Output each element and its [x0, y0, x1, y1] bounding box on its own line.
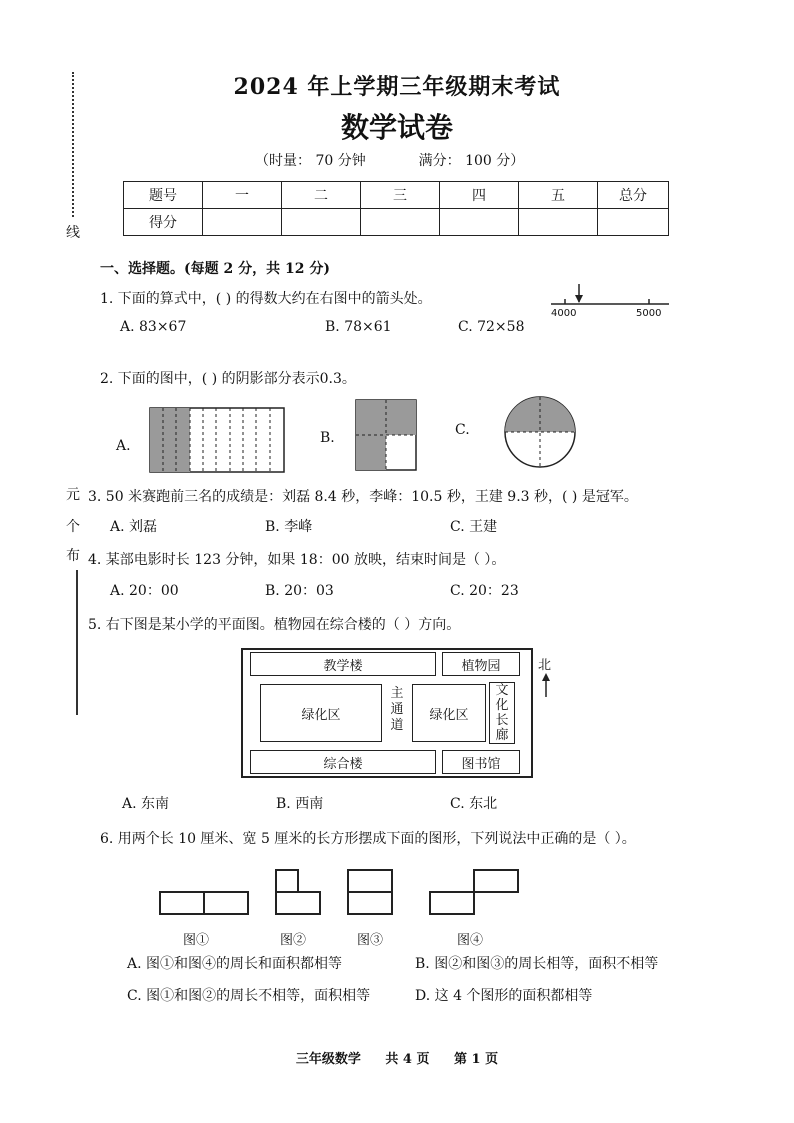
q3-option-b[interactable]: B. 李峰 — [265, 519, 313, 535]
score-cell: 得分 — [124, 209, 203, 236]
score-input-cell[interactable] — [440, 209, 519, 236]
fig4-rect — [474, 870, 518, 892]
map-main-road: 主通道 — [390, 686, 404, 733]
map-library: 图书馆 — [442, 750, 520, 774]
footer-page-number: 第 1 页 — [454, 1052, 499, 1067]
q1-option-b[interactable]: B. 78×61 — [325, 319, 392, 335]
question-6: 6. 用两个长 10 厘米、宽 5 厘米的长方形摆成下面的图形，下列说法中正确的是（ ）。 — [100, 831, 636, 847]
exam-title: 2024 年上学期三年级期末考试 — [233, 74, 561, 100]
footer-subject: 三年级数学 — [295, 1052, 361, 1067]
score-cell: 总分 — [598, 182, 669, 209]
fig1-rect — [160, 892, 204, 914]
shaded-area — [505, 397, 540, 432]
q6-option-a[interactable]: A. 图①和图④的周长和面积都相等 — [127, 956, 343, 972]
score-input-cell[interactable] — [361, 209, 440, 236]
shaded-area — [356, 435, 386, 470]
question-2: 2. 下面的图中，( ) 的阴影部分表示0.3。 — [100, 371, 356, 387]
question-5: 5. 右下图是某小学的平面图。植物园在综合楼的（ ）方向。 — [88, 617, 461, 633]
q6-figures — [150, 862, 530, 922]
time-limit: （时量： 70 分钟 — [255, 153, 366, 169]
score-cell: 二 — [282, 182, 361, 209]
fig3-rect — [348, 892, 392, 914]
q2-figure-c — [502, 394, 578, 470]
score-table-header-row — [124, 182, 669, 209]
section-heading: 一、选择题。(每题 2 分，共 12 分) — [100, 261, 330, 277]
q3-option-a[interactable]: A. 刘磊 — [110, 519, 158, 535]
q2-figure-b — [354, 398, 418, 472]
question-3: 3. 50 米赛跑前三名的成绩是：刘磊 8.4 秒，李峰：10.5 秒，王建 9.3 秒，( ) 是冠军。 — [88, 489, 638, 505]
exam-subtitle: 数学试卷 — [340, 111, 453, 144]
q4-option-b[interactable]: B. 20：03 — [265, 583, 334, 599]
map-teaching-building: 教学楼 — [250, 652, 436, 676]
q2-option-a[interactable]: A. — [116, 438, 131, 454]
score-table-score-row — [124, 209, 669, 236]
question-1: 1. 下面的算式中，( ) 的得数大约在右图中的箭头处。 — [100, 291, 432, 307]
axis-label-left: 4000 — [551, 308, 577, 319]
full-score: 满分： 100 分） — [418, 153, 525, 169]
shaded-area — [150, 408, 190, 472]
q2-option-b[interactable]: B. — [320, 430, 335, 446]
fig2-rect — [276, 892, 320, 914]
q2-figure-a — [148, 406, 286, 474]
fig4-rect — [430, 892, 474, 914]
score-table — [123, 181, 669, 236]
score-cell: 一 — [203, 182, 282, 209]
map-culture-corridor: 文化长廊 — [489, 682, 515, 744]
q6-option-c[interactable]: C. 图①和图②的周长不相等，面积相等 — [127, 988, 371, 1004]
arrow-head-icon — [575, 295, 583, 303]
question-4: 4. 某部电影时长 123 分钟，如果 18：00 放映，结束时间是（ ）。 — [88, 552, 506, 568]
fig3-rect — [348, 870, 392, 892]
shaded-area — [356, 400, 416, 435]
fig1-rect — [204, 892, 248, 914]
q6-option-d[interactable]: D. 这 4 个图形的面积都相等 — [415, 988, 593, 1004]
q5-option-a[interactable]: A. 东南 — [122, 796, 170, 812]
exam-meta — [255, 150, 524, 170]
score-cell: 三 — [361, 182, 440, 209]
score-input-cell[interactable] — [519, 209, 598, 236]
north-label: 北 — [538, 658, 552, 673]
margin-char: 个 — [66, 519, 80, 535]
score-input-cell[interactable] — [282, 209, 361, 236]
q5-option-c[interactable]: C. 东北 — [450, 796, 498, 812]
score-input-cell[interactable] — [203, 209, 282, 236]
map-complex-building: 综合楼 — [250, 750, 436, 774]
q6-option-b[interactable]: B. 图②和图③的周长相等，面积不相等 — [415, 956, 659, 972]
fig3-label: 图③ — [357, 933, 384, 948]
footer-total-pages: 共 4 页 — [385, 1052, 430, 1067]
q4-option-a[interactable]: A. 20：00 — [110, 583, 179, 599]
q4-option-c[interactable]: C. 20：23 — [450, 583, 519, 599]
score-cell: 五 — [519, 182, 598, 209]
binding-solid-line — [76, 570, 78, 715]
score-cell: 四 — [440, 182, 519, 209]
q1-option-c[interactable]: C. 72×58 — [458, 319, 525, 335]
margin-char: 线 — [66, 225, 80, 241]
map-plant-garden: 植物园 — [442, 652, 520, 676]
q1-option-a[interactable]: A. 83×67 — [120, 319, 187, 335]
q5-option-b[interactable]: B. 西南 — [276, 796, 324, 812]
north-arrow-icon — [538, 672, 554, 698]
axis-label-right: 5000 — [636, 308, 662, 319]
shaded-area — [540, 397, 575, 432]
page-footer — [0, 1048, 794, 1067]
margin-char: 布 — [66, 548, 80, 564]
fig1-label: 图① — [183, 933, 210, 948]
score-input-cell[interactable] — [598, 209, 669, 236]
fig4-label: 图④ — [457, 933, 484, 948]
q2-option-c[interactable]: C. — [455, 422, 470, 438]
fig2-label: 图② — [280, 933, 307, 948]
map-green-area-1: 绿化区 — [260, 684, 382, 742]
score-cell: 题号 — [124, 182, 203, 209]
margin-char: 元 — [66, 487, 80, 503]
map-green-area-2: 绿化区 — [412, 684, 486, 742]
q3-option-c[interactable]: C. 王建 — [450, 519, 498, 535]
